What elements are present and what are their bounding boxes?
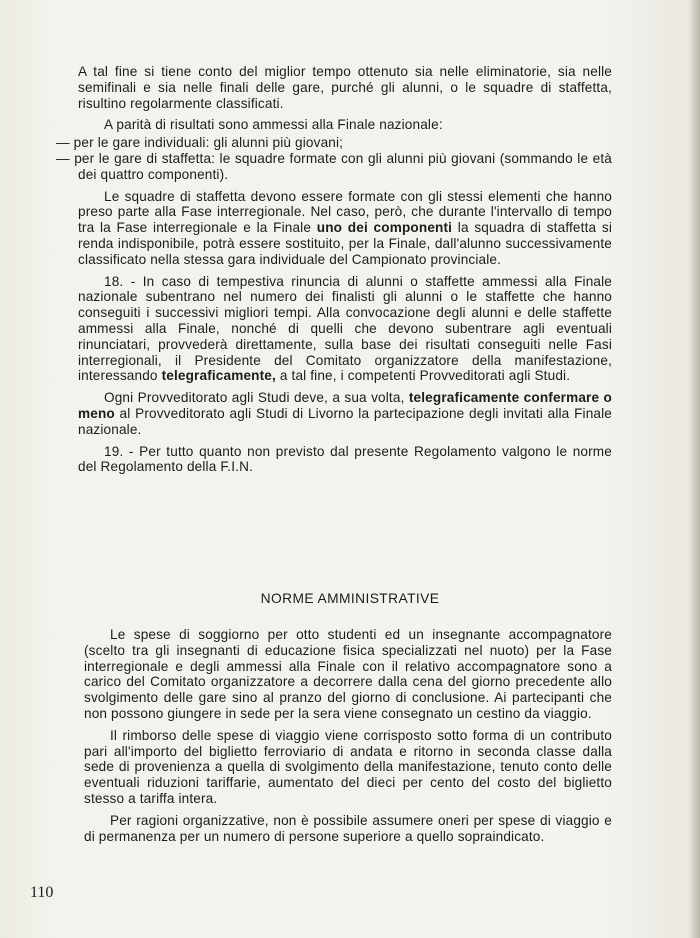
paragraph-lodging-costs: Le spese di soggiorno per otto studenti ed un insegnante accompagnatore (scelto tra gli insegnanti di educazione fisica specializzati nel nuoto) per la Fase interregionale e degli ammessi alla Finale con il relativo accompagnatore sono a carico del Comitato organizzatore a decorrere dalla cena del giorno precedente allo svolgimento delle gare sino al pranzo del giorno di conclusione. Ai partecipanti che non possono giungere in sede per la sera viene consegnato un cestino da viaggio. [84,627,612,721]
page-number: 110 [30,884,54,901]
administrative-text [84,627,612,850]
paragraph-provveditorato [78,390,612,437]
paragraph-travel-refund: Il rimborso delle spese di viaggio viene corrisposto sotto forma di un contributo pari all'importo del biglietto ferroviario di andata e ritorno in seconda classe dalla sede di provenienza a quella di svolgimento della manifestazione, tenuto conto delle eventuali riduzioni tariffarie, aumentato del dieci per cento del costo del biglietto stesso a tariffa intera. [84,727,612,806]
paragraph-tie-rule: A parità di risultati sono ammessi alla Finale nazionale: [104,117,443,133]
paragraph-article-18 [78,274,612,385]
page-edge-shadow [688,0,700,938]
provveditorato-emphasis: telegraficamente confermare o meno [78,390,612,421]
article-18-start: 18. - In caso di tempestiva rinuncia di alunni o staffette ammessi alla Finale nazionale subentrano nel numero dei finalisti gli alunni o le staffette che hanno conseguiti i successivi migliori tempi. Alla convocazione degli alunni e delle staffette ammessi alla Finale, nonché di quelli che devono subentrare agli eventuali rinunciatari, provvederà direttamente, sulla base dei risultati conseguiti nelle Fasi interregionali, il Presidente del Comitato organizzatore della manifestazione, interessando [78,273,612,384]
section-heading: NORME AMMINISTRATIVE [260,591,440,606]
paragraph-article-19: 19. - Per tutto quanto non previsto dal presente Regolamento valgono le norme del Regolamento della F.I.N. [78,443,612,475]
paragraph-organizational-limits: Per ragioni organizzative, non è possibile assumere oneri per spese di viaggio e di permanenza per un numero di persone superiore a quello sopraindicato. [84,812,612,844]
list-item-individual: — per le gare individuali: gli alunni più giovani; [56,135,344,151]
paragraph-relay-teams [78,189,612,268]
regulation-text [56,64,612,481]
relay-text-start: Le squadre di staffetta devono essere formate con gli stessi elementi che hanno preso parte alla Fase interregionale. Nel caso, però, che durante l'intervallo di tempo tra la Fase interregionale e la Finale [78,188,612,236]
tie-rule-list [56,135,612,182]
provveditorato-start: Ogni Provveditorato agli Studi deve, a sua volta, [104,390,409,406]
relay-text-end: la squadra di staffetta si renda indisponibile, potrà essere sostituito, per la Finale, dall'alunno successivamente classificato nella stessa gara individuale del Campionato provinciale. [78,220,612,267]
provveditorato-end: al Provveditorato agli Studi di Livorno la partecipazione degli invitati alla Finale nazionale. [78,405,612,437]
paragraph-best-time: A tal fine si tiene conto del miglior tempo ottenuto sia nelle eliminatorie, sia nelle semifinali e sia nelle finali delle gare, purché gli alunni, o le squadre di staffetta, risultino regolarmente classificati. [78,64,612,111]
list-item-relay: — per le gare di staffetta: le squadre formate con gli alunni più giovani (sommando le età dei quattro componenti). [56,150,612,182]
article-18-end: a tal fine, i competenti Provveditorati agli Studi. [275,368,571,384]
relay-emphasis: uno dei componenti [316,220,453,236]
article-18-emphasis: telegraficamente, [161,368,276,384]
